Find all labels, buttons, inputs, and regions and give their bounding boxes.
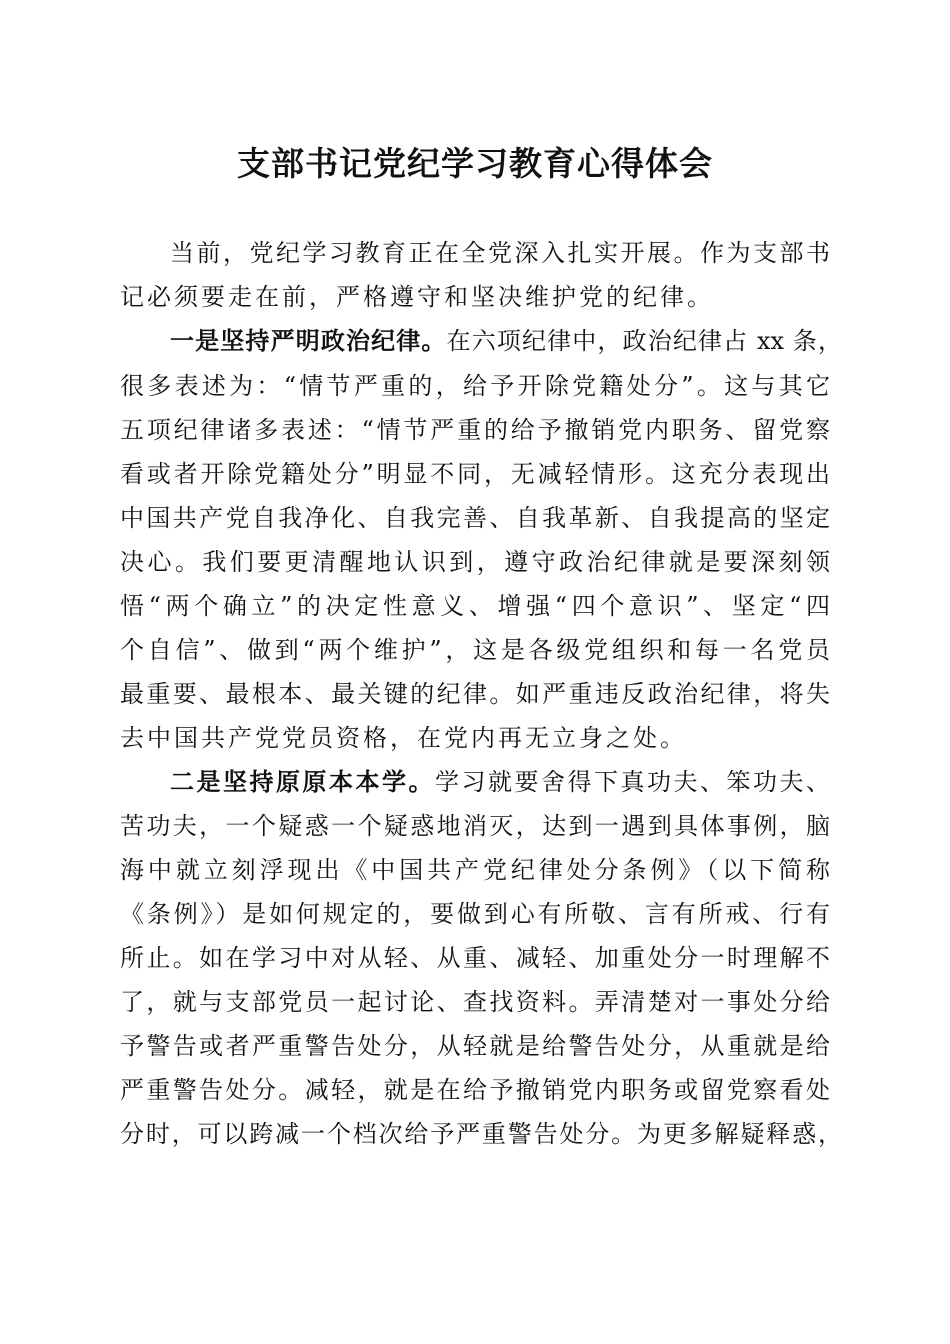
paragraph-lead: 一是坚持严明政治纪律。 xyxy=(170,326,447,355)
document-title: 支部书记党纪学习教育心得体会 xyxy=(237,144,713,183)
text-line: 记必须要走在前，严格遵守和坚决维护党的纪律。 xyxy=(120,283,714,311)
text-line: 苦功夫，一个疑惑一个疑惑地消灭，达到一遇到具体事例，脑 xyxy=(120,812,830,840)
text-line: 《条例》）是如何规定的，要做到心有所敬、言有所戒、行有 xyxy=(120,900,830,928)
text-span: 学习就要舍得下真功夫、笨功夫、 xyxy=(435,768,830,796)
text-line: 所止。如在学习中对从轻、从重、减轻、加重处分一时理解不 xyxy=(120,944,830,972)
text-line: 海中就立刻浮现出《中国共产党纪律处分条例》（以下简称 xyxy=(120,856,830,884)
text-line: 中国共产党自我净化、自我完善、自我革新、自我提高的坚定 xyxy=(120,504,830,532)
text-line: 严重警告处分。减轻，就是在给予撤销党内职务或留党察看处 xyxy=(120,1076,830,1104)
text-line: 看或者开除党籍处分”明显不同，无减轻情形。这充分表现出 xyxy=(120,460,830,488)
text-line: 决心。我们要更清醒地认识到，遵守政治纪律就是要深刻领 xyxy=(120,548,830,576)
paragraph-lead: 二是坚持原原本本学。 xyxy=(170,767,435,796)
text-line: 很多表述为：“情节严重的，给予开除党籍处分”。这与其它 xyxy=(120,372,830,400)
text-span: 在六项纪律中，政治纪律占 xx 条， xyxy=(446,327,843,355)
text-line: 悟“两个确立”的决定性意义、增强“四个意识”、坚定“四 xyxy=(120,592,830,620)
text-line: 去中国共产党党员资格，在党内再无立身之处。 xyxy=(120,724,687,752)
text-line: 个自信”、做到“两个维护”，这是各级党组织和每一名党员 xyxy=(120,636,830,664)
text-line xyxy=(170,326,842,356)
text-line: 分时，可以跨减一个档次给予严重警告处分。为更多解疑释惑， xyxy=(120,1120,842,1148)
text-line: 了，就与支部党员一起讨论、查找资料。弄清楚对一事处分给 xyxy=(120,988,830,1016)
text-line: 五项纪律诸多表述：“情节严重的给予撤销党内职务、留党察 xyxy=(120,416,830,444)
text-line xyxy=(170,767,830,797)
text-line: 当前，党纪学习教育正在全党深入扎实开展。作为支部书 xyxy=(170,239,830,267)
text-line: 予警告或者严重警告处分，从轻就是给警告处分，从重就是给 xyxy=(120,1032,830,1060)
text-line: 最重要、最根本、最关键的纪律。如严重违反政治纪律，将失 xyxy=(120,680,830,708)
